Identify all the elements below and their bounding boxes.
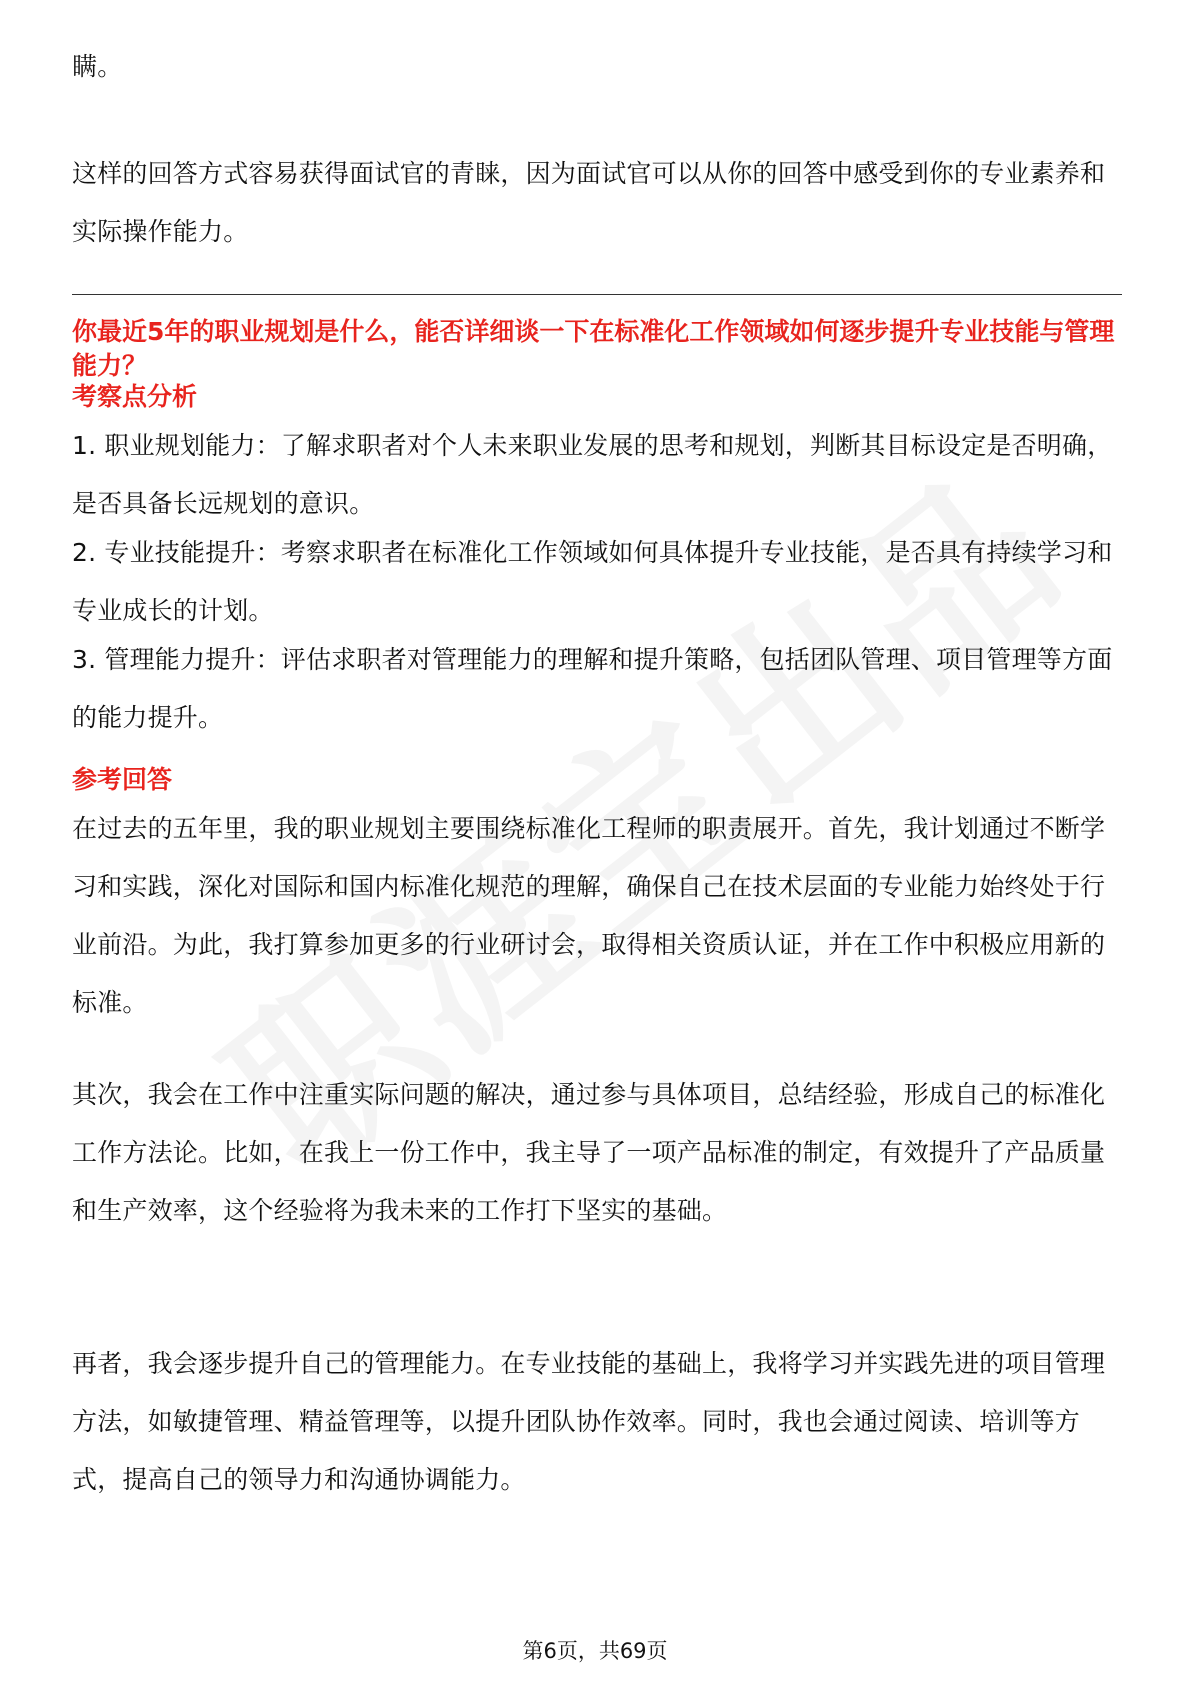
analysis-item-3: 3. 管理能力提升：评估求职者对管理能力的理解和提升策略，包括团队管理、项目管理等方面的能力提升。 bbox=[72, 645, 1113, 732]
analysis-item-1: 1. 职业规划能力：了解求职者对个人未来职业发展的思考和规划，判断其目标设定是否明确，是否具备长远规划的意识。 bbox=[72, 431, 1113, 518]
section-divider bbox=[72, 294, 1122, 295]
answer-paragraph-2: 其次，我会在工作中注重实际问题的解决，通过参与具体项目，总结经验，形成自己的标准化工作方法论。比如，在我上一份工作中，我主导了一项产品标准的制定，有效提升了产品质量和生产效率，这个经验将为我未来的工作打下坚实的基础。 bbox=[72, 1080, 1106, 1225]
answer-paragraph-3: 再者，我会逐步提升自己的管理能力。在专业技能的基础上，我将学习并实践先进的项目管理方法，如敏捷管理、精益管理等，以提升团队协作效率。同时，我也会通过阅读、培训等方式，提高自己的领导力和沟通协调能力。 bbox=[72, 1349, 1106, 1494]
answer-title: 参考回答 bbox=[72, 765, 173, 794]
page-number-footer: 第6页，共69页 bbox=[522, 1639, 668, 1663]
paragraph-continuation: 瞒。 bbox=[72, 52, 123, 81]
answer-paragraph-1: 在过去的五年里，我的职业规划主要围绕标准化工程师的职责展开。首先，我计划通过不断学习和实践，深化对国际和国内标准化规范的理解，确保自己在技术层面的专业能力始终处于行业前沿。为此，我打算参加更多的行业研讨会，取得相关资质认证，并在工作中积极应用新的标准。 bbox=[72, 814, 1106, 1017]
question-heading: 你最近5年的职业规划是什么，能否详细谈一下在标准化工作领域如何逐步提升专业技能与管理能力？ bbox=[72, 317, 1115, 380]
document-page bbox=[72, 0, 1122, 1684]
paragraph-summary: 这样的回答方式容易获得面试官的青睐，因为面试官可以从你的回答中感受到你的专业素养和实际操作能力。 bbox=[72, 159, 1106, 246]
analysis-item-2: 2. 专业技能提升：考察求职者在标准化工作领域如何具体提升专业技能，是否具有持续学习和专业成长的计划。 bbox=[72, 538, 1113, 625]
analysis-title: 考察点分析 bbox=[72, 382, 198, 411]
